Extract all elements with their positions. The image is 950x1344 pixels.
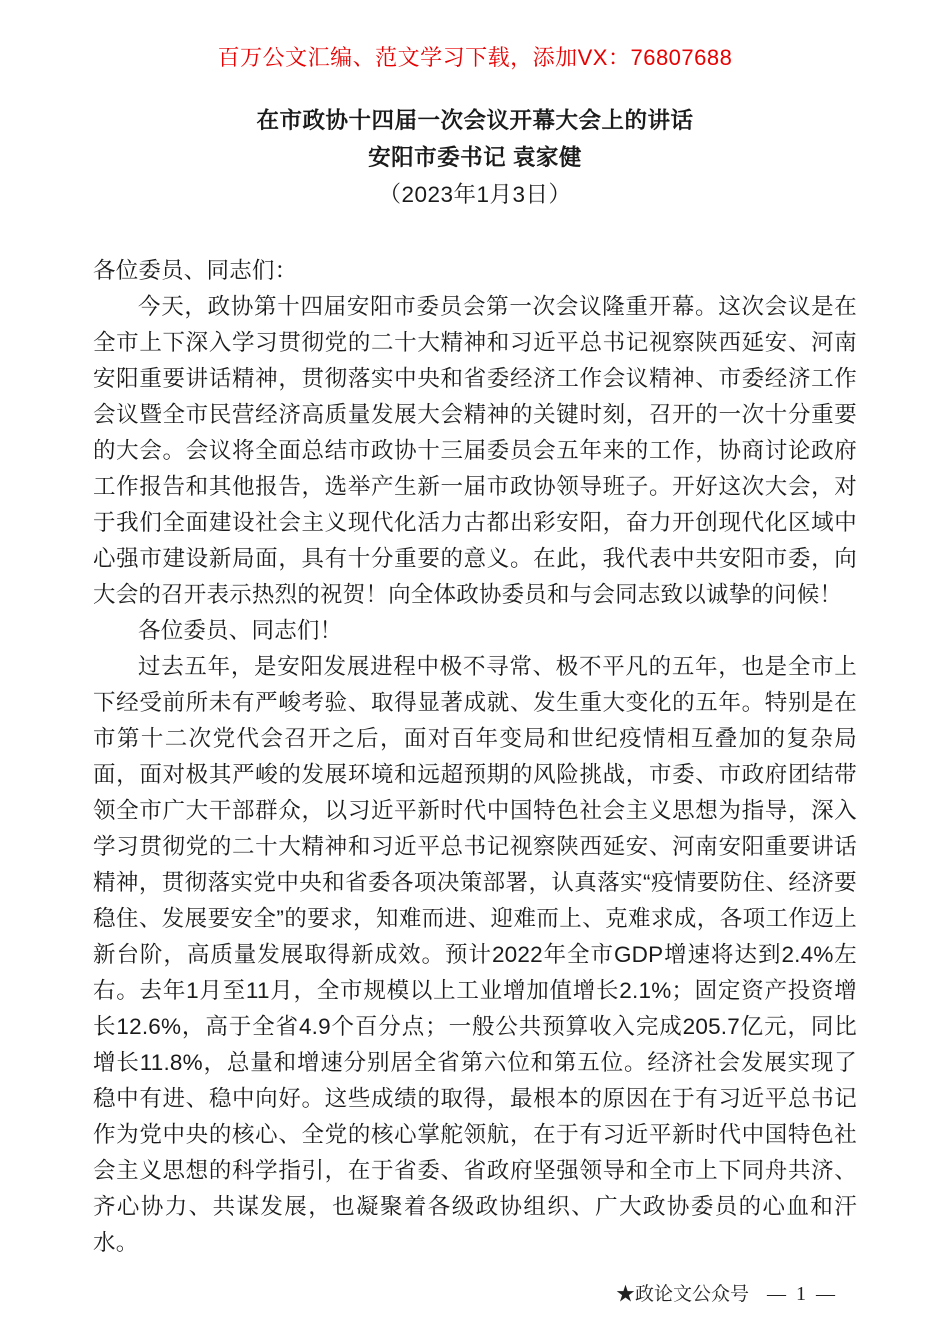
footer-brand: ★政论文公众号: [615, 1284, 749, 1305]
document-body: [93, 253, 857, 1261]
document-date: （2023年1月3日）: [378, 182, 572, 207]
footer-dash-right: —: [816, 1284, 835, 1305]
body-paragraph: 过去五年，是安阳发展进程中极不寻常、极不平凡的五年，也是全市上下经受前所未有严峻考验、取得显著成就、发生重大变化的五年。特别是在市第十二次党代会召开之后，面对百年变局和世纪疫情相互叠加的复杂局面，面对极其严峻的发展环境和远超预期的风险挑战，市委、市政府团结带领全市广大干部群众，以习近平新时代中国特色社会主义思想为指导，深入学习贯彻党的二十大精神和习近平总书记视察陕西延安、河南安阳重要讲话精神，贯彻落实党中央和省委各项决策部署，认真落实“疫情要防住、经济要稳住、发展要安全”的要求，知难而进、迎难而上、克难求成，各项工作迈上新台阶，高质量发展取得新成效。预计2022年全市GDP增速将达到2.4%左右。去年1月至11月，全市规模以上工业增加值增长2.1%；固定资产投资增长12.6%，高于全省4.9个百分点；一般公共预算收入完成205.7亿元，同比增长11.8%，总量和增速分别居全省第六位和第五位。经济社会发展实现了稳中有进、稳中向好。这些成绩的取得，最根本的原因在于有习近平总书记作为党中央的核心、全党的核心掌舵领航，在于有习近平新时代中国特色社会主义思想的科学指引，在于省委、省政府坚强领导和全市上下同舟共济、齐心协力、共谋发展，也凝聚着各级政协组织、广大政协委员的心血和汗水。: [93, 654, 857, 1255]
document-title: 在市政协十四届一次会议开幕大会上的讲话: [256, 108, 694, 133]
page-number: 1: [796, 1283, 806, 1305]
document-author: 安阳市委书记 袁家健: [368, 145, 582, 170]
page-footer: [616, 1279, 835, 1306]
body-paragraph: 今天，政协第十四届安阳市委员会第一次会议隆重开幕。这次会议是在全市上下深入学习贯彻党的二十大精神和习近平总书记视察陕西延安、河南安阳重要讲话精神，贯彻落实中央和省委经济工作会议精神、市委经济工作会议暨全市民营经济高质量发展大会精神的关键时刻，召开的一次十分重要的大会。会议将全面总结市政协十三届委员会五年来的工作，协商讨论政府工作报告和其他报告，选举产生新一届市政协领导班子。开好这次大会，对于我们全面建设社会主义现代化活力古都出彩安阳，奋力开创现代化区域中心强市建设新局面，具有十分重要的意义。在此，我代表中共安阳市委，向大会的召开表示热烈的祝贺！向全体政协委员和与会同志致以诚挚的问候！: [93, 294, 857, 607]
footer-dash-left: —: [767, 1284, 786, 1305]
salutation-line: 各位委员、同志们：: [93, 258, 298, 283]
salutation-line: 各位委员、同志们！: [138, 618, 343, 643]
promo-header-text: 百万公文汇编、范文学习下载，添加VX：76807688: [217, 45, 733, 70]
